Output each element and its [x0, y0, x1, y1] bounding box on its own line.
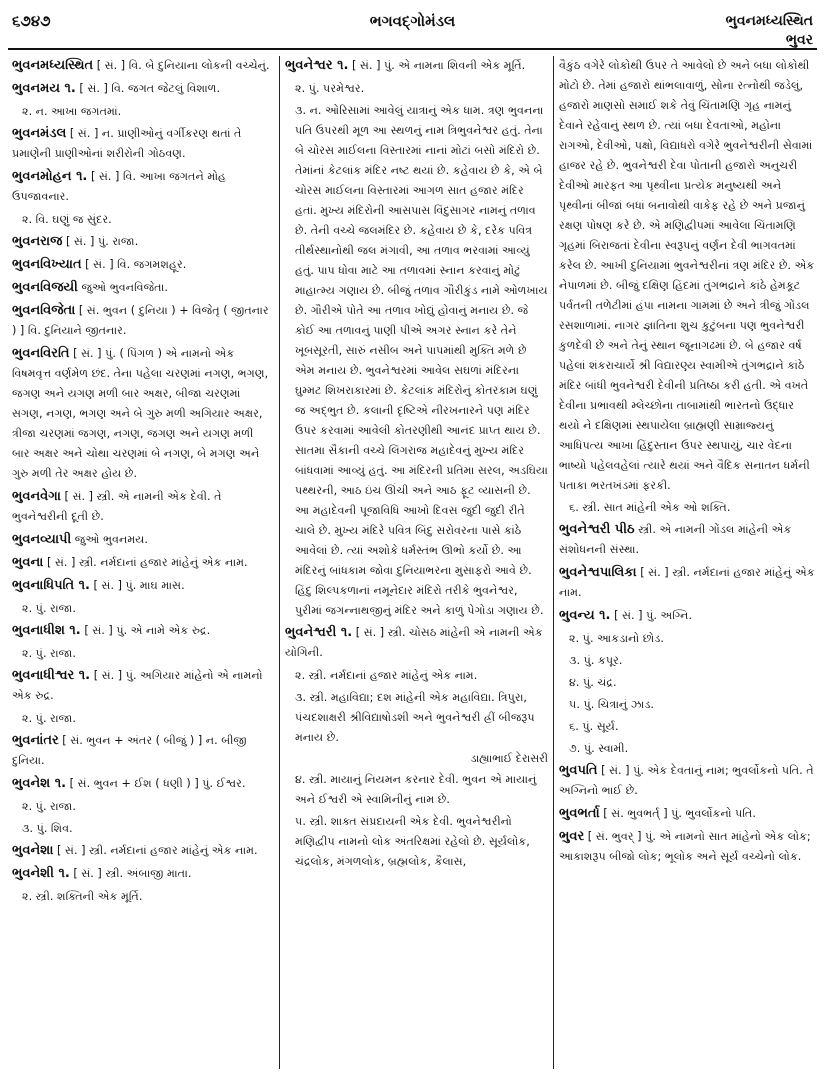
- page-number: ૬૭૪૭: [12, 12, 51, 30]
- sub-definition: ૩. પું. કપૂર.: [569, 654, 623, 667]
- dictionary-entry: [559, 520, 816, 560]
- sub-definition: ૬. પું. સૂર્ય.: [569, 720, 619, 733]
- column-divider: [279, 56, 280, 1069]
- definition: [ સં. ] પું. એક દેવતાનું નામ; ભુવર્લોકનો પતિ. તે અગ્નિનો ભાઈ છે.: [559, 764, 814, 797]
- headword: ભુવનેશ્વર ૧.: [285, 58, 349, 73]
- headword: ભુવનેશ્વરી પીઠ: [559, 522, 635, 537]
- definition: [ સં. ] વિ. જગમશહૂર.: [85, 258, 187, 271]
- dictionary-entry: [559, 761, 816, 801]
- sub-definition: ૫. પું. ચિત્રાનું ઝાડ.: [569, 698, 654, 711]
- sub-definition: ૬. સ્ત્રી. સાત માંહેની એક ઓ શક્તિ.: [569, 501, 731, 514]
- dictionary-entry: [12, 79, 274, 99]
- definition: જુઓ ભુવનમય.: [74, 533, 148, 546]
- definition: સ્ત્રી. એ નામની ગોંડલ માંહેની એક સંશોધનની સંસ્થા.: [559, 523, 792, 556]
- headword: ભુવનમંડલ: [12, 126, 67, 141]
- headword: ભુવનરાજ: [12, 234, 63, 249]
- headword: ભુવનવેગા: [12, 489, 61, 504]
- definition: [ સં. ] સ્ત્રી. ચોસઠ માંહેની એ નામની એક યોગિની.: [285, 626, 543, 659]
- headword: ભુવપતિ: [559, 763, 598, 778]
- sub-definition: ૨. વિ. ઘણું જ સુંદર.: [22, 213, 112, 226]
- dictionary-entry: [12, 487, 274, 527]
- definition: [ સં. ] પું. અગિયાર માંહેનો એ નામનો એક રુદ્ર.: [12, 669, 263, 702]
- page-header: [8, 6, 817, 50]
- headword: ભુવનમોહન ૧.: [12, 169, 88, 184]
- headword: ભુવના: [12, 555, 44, 570]
- sub-definition: ૨. પું. રાજા.: [22, 800, 76, 813]
- headword: ભુવનેશી ૧.: [12, 866, 70, 881]
- dictionary-entry: [12, 864, 274, 884]
- dictionary-entry: [12, 124, 274, 164]
- definition: [ સં. ] સ્ત્રી. એ નામની એક દેવી. તે ભુવનેશ્વરીની દૂતી છે.: [12, 490, 222, 523]
- headword: ભુવનવિજયી: [12, 280, 78, 295]
- sub-definition: ૨. સ્ત્રી. શક્તિની એક મૂર્તિ.: [22, 890, 143, 903]
- definition: [ સં. ] વિ. બે દુનિયાના લોકની વચ્ચેનું.: [96, 59, 270, 72]
- dictionary-entry: [12, 576, 274, 596]
- dictionary-entry: [12, 621, 274, 641]
- sub-definition: ૨. પું. રાજા.: [22, 712, 76, 725]
- headword: ભુવનેશ્વપાલિકા: [559, 565, 637, 580]
- header-rule: [8, 48, 817, 50]
- dictionary-entry: [559, 606, 816, 626]
- headword: ભુવનેશ ૧.: [12, 776, 67, 791]
- definition: [ સં. ] વિ. જગત જેટલું વિશાળ.: [79, 82, 221, 95]
- sub-definition: ૨. પું. રાજા.: [22, 647, 76, 660]
- headword: ભુવનેશા: [12, 843, 54, 858]
- sub-definition: ૨. સ્ત્રી. નર્મદાનાં હજાર માંહેનું એક નામ.: [295, 669, 478, 682]
- definition: [ સં. ] પું. એ નામે એક રુદ્ર.: [84, 624, 211, 637]
- definition: [ સં. ] પું. રાજા.: [65, 235, 139, 248]
- dictionary-entry: [12, 56, 274, 76]
- definition: [ સં. ભુવર્ ] પું. એ નામનો સાત માંહેનો એક લોક; આકાશરૂપ બીજો લોક; ભૂલોક અને સૂર્ય વચ્ચેનો લોક.: [559, 830, 811, 863]
- headword: ભુવનાધિપતિ ૧.: [12, 578, 90, 593]
- sub-definition: ૩. ન. ઓરિસામાં આવેલું યાત્રાનું એક ધામ. ત્રણ ભુવનના પતિ ઉપરથી મૂળ આ સ્થળનું નામ ત્રિભુવનેશ્વર હતું. તેના બે ચોરસ માઈલના વિસ્તારમાં નાનાં મોટાં બસો મંદિરો છે. તેમાંનાં કેટલાંક મંદિર નષ્ટ થયાં છે. કહેવાય છે કે, એ બે ચોરસ માઈલના વિસ્તારમાં આગળ સાત હજાર મંદિર હતાં. મુખ્ય મંદિરોની આસપાસ વિંદુસાગર નામનું તળાવ છે. તેની વચ્ચે જલમંદિર છે. કહેવાય છે કે, દરેક પવિત્ર તીર્થસ્થાનોથી જલ મંગાવી, આ તળાવ ભરવામાં આવ્યું હતું. પાપ ધોવા માટે આ તળાવમાં સ્નાન કરવાનું મોટું માહાત્મ્ય ગણાય છે. બીજું તળાવ ગૌરીકુંડ નામે ઓળખાય છે. ગૌરીએ પોતે આ તળાવ ખોદ્યું હોવાનું મનાય છે. જે કોઈ આ તળાવનું પાણી પીએ અગર સ્નાન કરે તેને ખૂબસૂરતી, સારું નસીબ અને પાપમાંથી મુક્તિ મળે છે એમ મનાય છે. ભુવનેશ્વરમાં આવેલ સઘળાં મંદિરના ઘુમ્મટ શિખરાકારમાં છે. કેટલાંક મંદિરોનું કોતરકામ ઘણું જ અદ્ભુત છે. કલાની દૃષ્ટિએ નીરખનારને પણ મંદિર ઉપર કરવામાં આવેલી કોતરણીથી આનંદ પ્રાપ્ત થાય છે. સાતમા સૈકાની વચ્ચે લિંગરાજ મહાદેવનું મુખ્ય મંદિર બાંધવામાં આવ્યું હતું. આ મંદિરની પ્રતિમા સરલ, અડઘિયા પથ્થરની, આઠ ઇંચ ઊંચી અને આઠ ફૂટ વ્યાસની છે. આ મહાદેવની પૂજાવિધિ આખો દિવસ જુદી જુદી રીતે ચાલે છે. મુખ્ય મંદિરે પવિત્ર બિંદુ સરોવરના પાસે કાંઠે આવેલાં છે. ત્યાં અશોકે ધર્મસ્તંભ ઊભો કર્યો છે. આ મંદિરનું બાંધકામ જોવા દુનિયાભરના મુસાફરો આવે છે. હિંદુ શિલ્પકળાનાં નમૂનેદાર મંદિરો તરીકે ભુવનેશ્વર, પુરીમાં જગન્નાથજીનું મંદિર અને કાળું પેગોડા ગણાય છે.: [295, 104, 548, 617]
- definition: [ સં. ] પું. અગ્નિ.: [614, 609, 693, 622]
- citation: ડાહ્યાભાઈ દેરાસરી: [470, 752, 548, 765]
- column-divider: [553, 56, 554, 1069]
- sub-definition: ૭. પું. સ્વામી.: [569, 742, 629, 755]
- definition: [ સં. ] પું. એ નામના શિવની એક મૂર્તિ.: [351, 59, 526, 72]
- definition: જુઓ ભુવનવિજેતા.: [81, 281, 168, 294]
- dictionary-entry: [12, 666, 274, 706]
- definition: [ સં. ] સ્ત્રી. નર્મદાનાં હજાર માંહેનું એક નામ.: [46, 556, 248, 569]
- headword: ભુવનમય ૧.: [12, 81, 76, 96]
- dictionary-entry: [285, 56, 548, 76]
- sub-definition: ૪. સ્ત્રી. માયાનું નિયમન કરનાર દેવી. ભુવન એ માયાનું અને ઈશ્વરી એ સ્વામિનીનું નામ છે.: [295, 773, 537, 806]
- page-title: ભગવદ્ગોમંડલ: [369, 12, 456, 30]
- headword: ભુવનાંતર: [12, 733, 59, 748]
- column-2: [285, 56, 548, 1073]
- dictionary-entry: [559, 827, 816, 867]
- headword: ભુવર: [559, 829, 585, 844]
- definition: [ સં. ] વિ. આખા જગતને મોહ ઉપજાવનાર.: [12, 170, 226, 203]
- dictionary-entry: [12, 731, 274, 771]
- definition: [ સં. ભુવન ( દુનિયા ) + વિજેતૃ ( જીતનાર ) ] વિ. દુનિયાને જીતનાર.: [12, 304, 269, 337]
- definition: [ સં. ] સ્ત્રી. નર્મદાનાં હજાર માંહેનું એક નામ.: [559, 566, 815, 599]
- definition: [ સં. ] સ્ત્રી. નર્મદાનાં હજાર માંહેનું એક નામ.: [56, 844, 258, 857]
- headword: ભુવનવિખ્યાત: [12, 257, 82, 272]
- headword: ભુવન્ય ૧.: [559, 608, 611, 623]
- definition: [ સં. ભુવન + ઈશ ( ધણી ) ] પું. ઈશ્વર.: [69, 777, 246, 790]
- sub-definition: ૨. પું. રાજા.: [22, 602, 76, 615]
- sub-definition: ૨. ન. આખા જગતમાં.: [22, 105, 122, 118]
- sub-definition: ૨. પું. પરમેશ્વર.: [295, 82, 365, 95]
- headword: ભુવભર્તા: [559, 806, 600, 821]
- dictionary-entry: [12, 553, 274, 573]
- dictionary-entry: [285, 623, 548, 663]
- sub-definition: ૩. પું. શિવ.: [22, 822, 73, 835]
- definition: [ સં. ] ન. પ્રાણીઓનું વર્ગીકરણ થતાં તે પ્રમાણેની પ્રાણીઓનાં શરીરોની ગોઠવણ.: [12, 127, 242, 160]
- dictionary-entry: [12, 344, 274, 484]
- dictionary-entry: [12, 774, 274, 794]
- dictionary-entry: [12, 530, 274, 550]
- headword: ભુવનાધીશ્વર ૧.: [12, 668, 91, 683]
- column-3: [559, 56, 816, 1073]
- headword: ભુવનમધ્યસ્થિત: [12, 58, 94, 73]
- sub-definition: ૪. પું. ચંદ્ર.: [569, 676, 617, 689]
- sub-definition: ૨. પું. આકડાનો છોડ.: [569, 632, 664, 645]
- definition: [ સં. ] પું. માઘ માસ.: [93, 579, 185, 592]
- dictionary-entry: [559, 563, 816, 603]
- definition: [ સં. ] પું. ( પિંગળ ) એ નામનો એક વિષમવૃત્ત વર્ણમેળ છંદ. તેના પહેલા ચરણમાં નગણ, ભગણ, જગણ અને યગણ મળી બાર અક્ષર, બીજા ચરણમાં સગણ, નગણ, ભગણ અને બે ગુરુ મળી અગિયાર અક્ષર, ત્રીજા ચરણમાં જગણ, નગણ, જગણ અને યગણ મળી બાર અક્ષર અને ચોથા ચરણમાં બે નગણ, બે મગણ અને ગુરુ મળી તેર અક્ષર હોય છે.: [12, 347, 269, 480]
- sub-definition: ૩. સ્ત્રી. મહાવિદ્યા; દશ માંહેની એક મહાવિદ્યા. ત્રિપુરા, પંચદશાક્ષરી શ્રીવિદ્યાષોડશી અને ભુવનેશ્વરી હ્રીં બીજરૂપ મનાય છે.: [295, 691, 535, 744]
- guide-words: [726, 12, 813, 50]
- dictionary-entry: [12, 301, 274, 341]
- entry-continuation: વૈકુંઠ વગેરે લોકોથી ઉપર તે આવેલો છે અને બધા લોકોથી મોટો છે. તેમાં હજારો થાંભલાવાળું, સોના રત્નોથી જડેલું, હજારો માણસો સમાઈ શકે તેવું ચિંતામણિ ગૃહ નામનું દેવાને રહેવાનું સ્થળ છે. ત્યાં બધા દેવતાઓ, મહોના રાગઓ, દેવીઓ, પક્ષો, વિદ્યાધરો વગેરે ભુવનેશ્વરીની સેવામાં હાજર રહે છે. ભુવનેશ્વરી દેવા પોતાની હજારો અનુચરી દેવીઓ મારફત આ પૃથ્વીના પ્રત્યેક મનુષ્યથી અને પૃથ્વીનાં બીજાં બધાં બનાવોથી વાકેફ રહે છે અને પ્રજાનું રક્ષણ પોષણ કરે છે. એ મણિદ્વીપમાં આવેલા ચિંતામણિ ગૃહમાં બિરાજતાં દેવીના સ્વરૂપનું વર્ણન દેવી ભાગવતમાં કરેલ છે. આખી દુનિયામાં ભુવનેશ્વરીનાં ત્રણ મંદિર છે. એક નેપાળમાં છે. બીજું દક્ષિણ હિંદમાં તુંગભદ્રાને કાંઠે હેમકૂટ પર્વતની તળેટીમાં હંપા નામના ગામમાં છે અને ત્રીજું ગોંડલ રસશાળામાં. નાગર જ્ઞાતિના શુચ કુટુંબના પણ ભુવનેશ્વરી કુળદેવી છે અને તેનું સ્થાન જૂનાગઢમાં છે. બે હજાર વર્ષ પહેલાં શંકરાચાર્યે શ્રી વિદ્યારણ્ય સ્વામીએ તુંગભદ્રાને કાંઠે મંદિર બાંધી ભુવનેશ્વરી દેવીની પ્રતિષ્ઠા કરી હતી. એ વખતે દેવીના પ્રભાવથી મ્લેચ્છોના તાબામાંથી ભારતનો ઉદ્ધાર થયો ને દક્ષિણમાં સ્થપાયેલા બ્રાહ્મણી સામ્રાજ્યનું આધિપત્ય આખા હિંદુસ્તાન ઉપર સ્થપાયું, ચાર વેદના ભાષ્યો પહેલવહેલાં ત્યારે થયાં અને વૈદિક સનાતન ધર્મની પતાકા ભરતખંડમાં ફરકી.: [559, 59, 815, 492]
- headword: ભુવનાધીશ ૧.: [12, 623, 81, 638]
- definition: [ સં. ભુવન + અંતર ( બીજું ) ] ન. બીજી દુનિયા.: [12, 734, 247, 767]
- definition: [ સં. ભુવભર્ત્ ] પું. ભુવર્લોકનો પતિ.: [603, 807, 756, 820]
- guide-word-last: ભુવર: [785, 32, 813, 48]
- dictionary-entry: [12, 255, 274, 275]
- headword: ભુવનવિજેતા: [12, 303, 76, 318]
- column-1: [12, 56, 274, 1073]
- dictionary-entry: [559, 804, 816, 824]
- dictionary-entry: [12, 167, 274, 207]
- dictionary-entry: [12, 841, 274, 861]
- dictionary-entry: [12, 232, 274, 252]
- dictionary-entry: [12, 278, 274, 298]
- headword: ભુવનવ્યાપી: [12, 532, 72, 547]
- headword: ભુવનવિરતિ: [12, 346, 70, 361]
- headword: ભુવનેશ્વરી ૧.: [285, 625, 353, 640]
- guide-word-first: ભુવનમધ્યસ્થિત: [725, 13, 813, 29]
- definition: [ સં. ] સ્ત્રી. અંબાજી માતા.: [73, 867, 192, 880]
- sub-definition: ૫. સ્ત્રી. શાક્ત સંપ્રદાયની એક દેવી. ભુવનેશ્વરીનો મણિદ્વીપ નામનો લોક અંતરિક્ષમાં રહેલો છે. સૂર્યલોક, ચંદ્રલોક, મંગળલોક, બ્રહ્મલોક, કૈલાસ,: [295, 815, 530, 868]
